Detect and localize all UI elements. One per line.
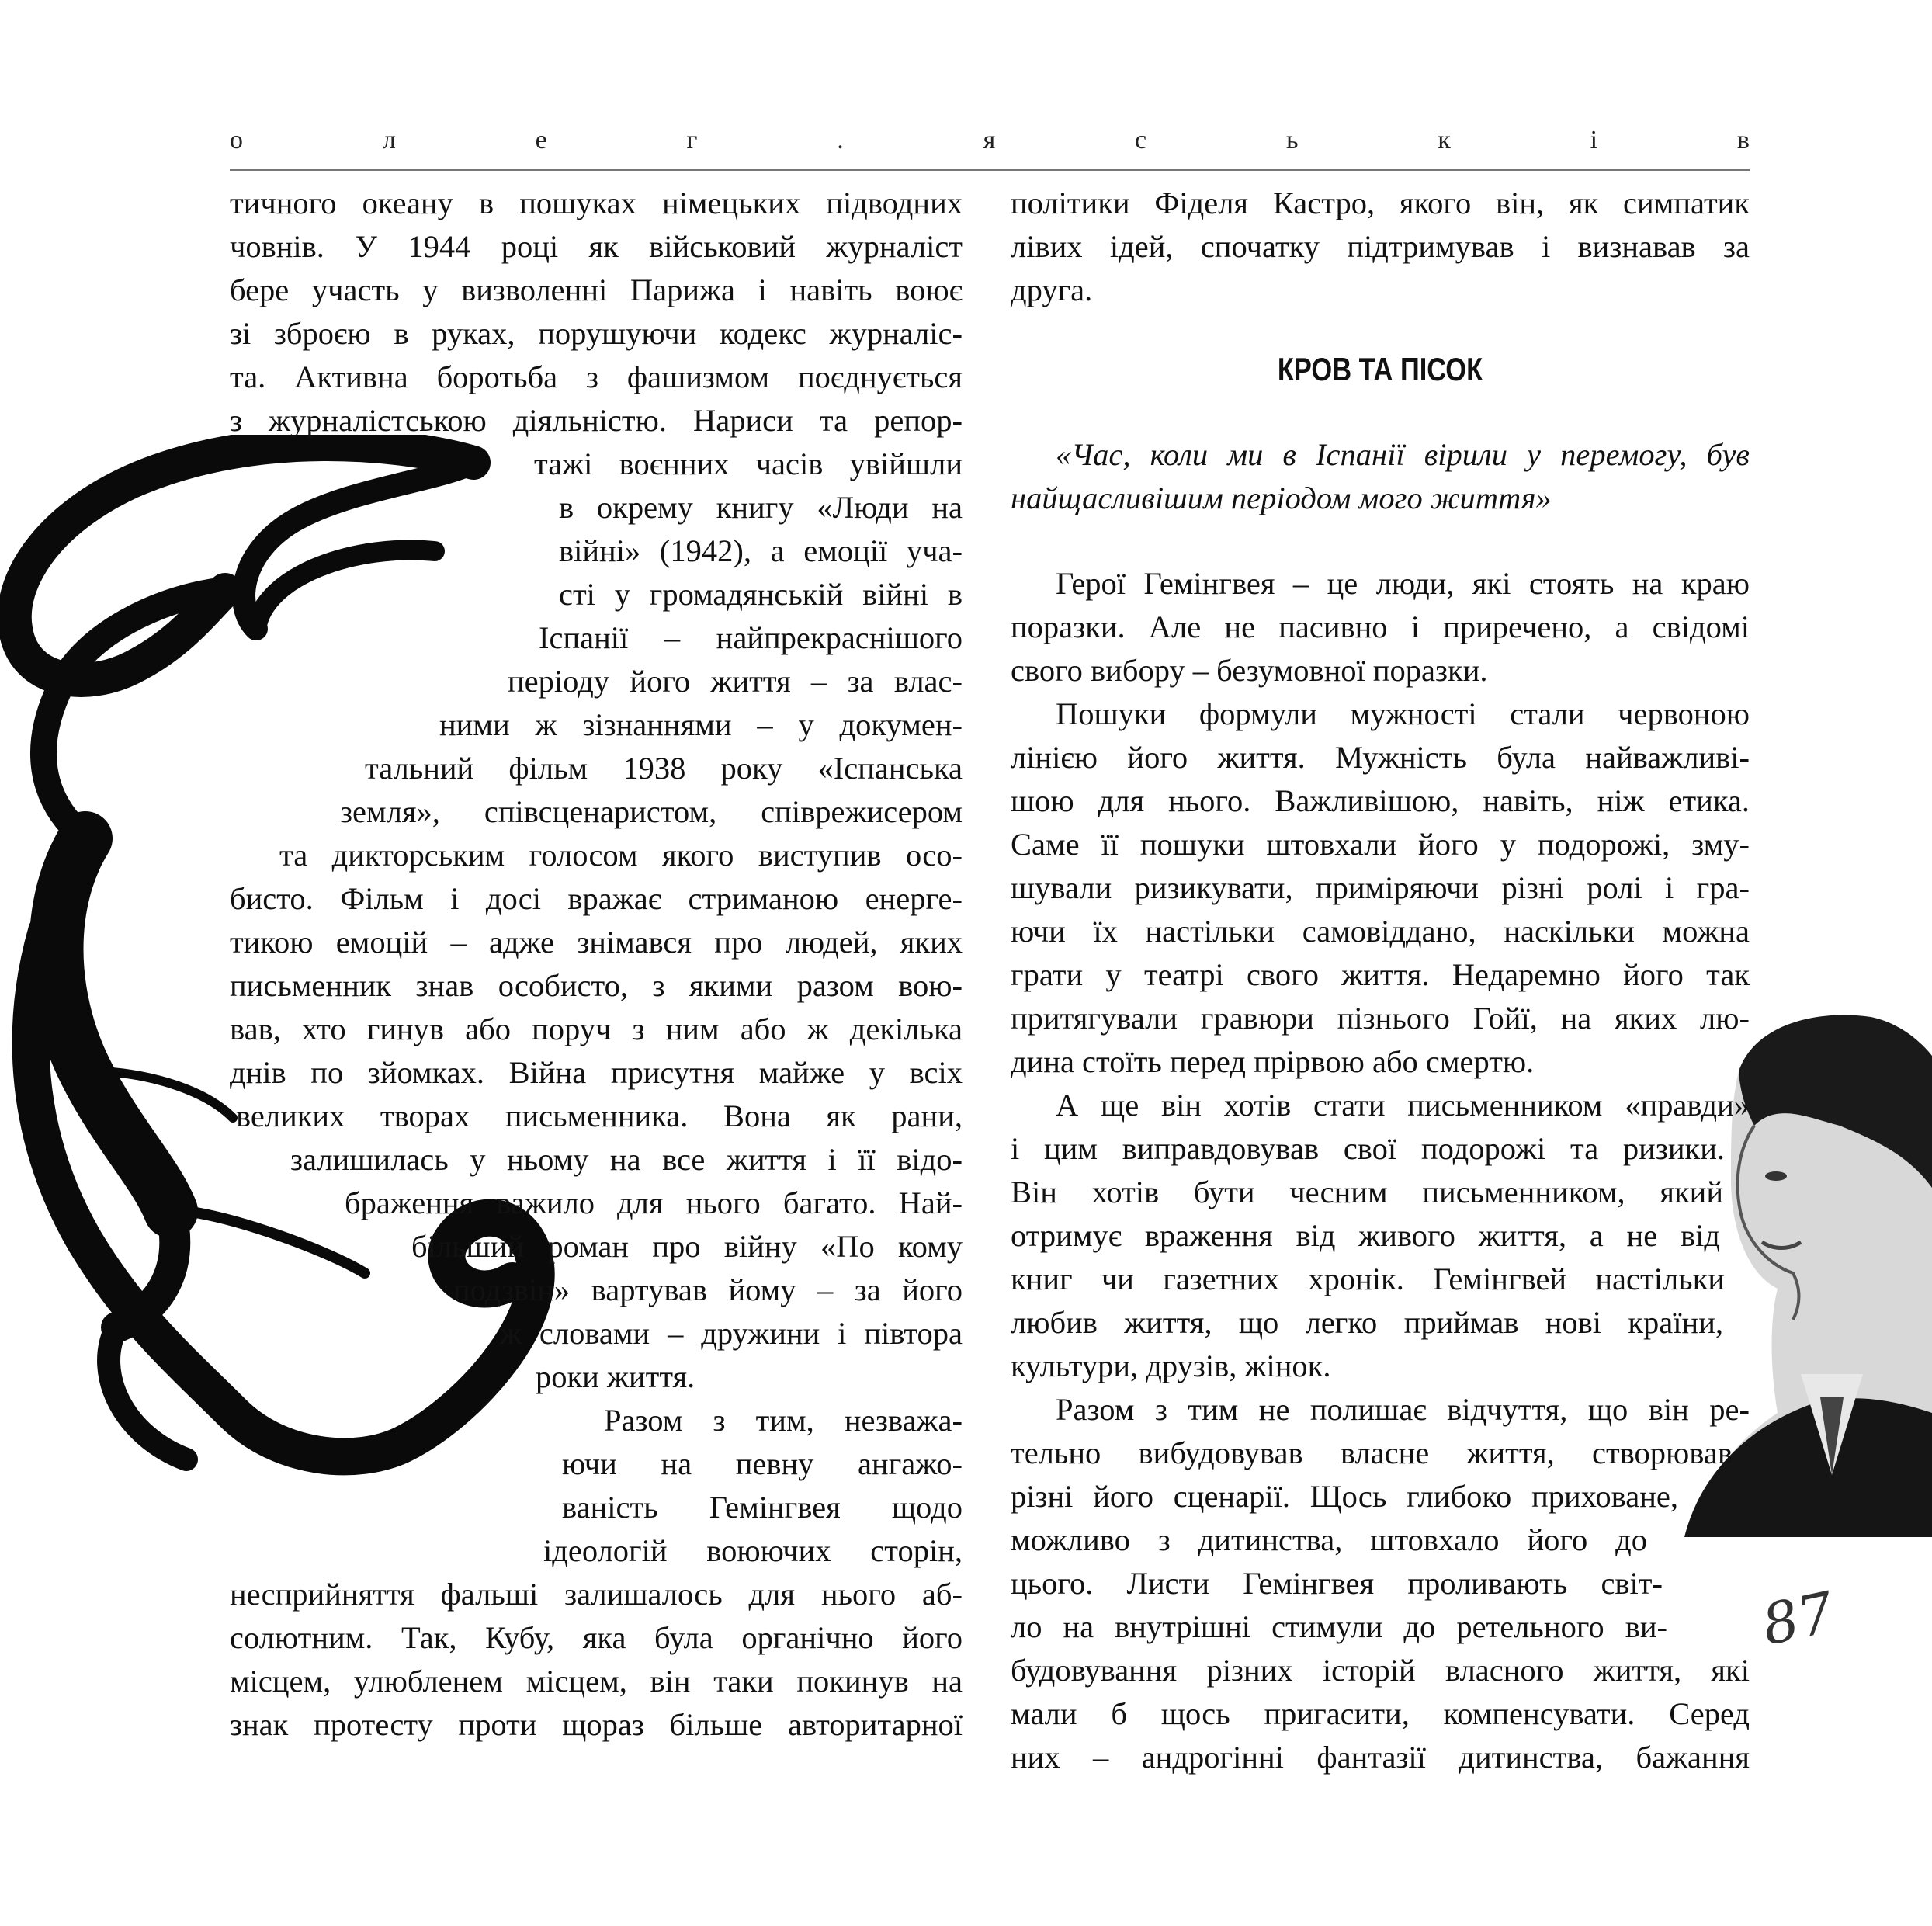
right-line: тельно вибудовував власне життя, створював [1011,1435,1733,1470]
left-line: човнів. У 1944 році як військовий журналіст [230,229,963,264]
running-head-letter: . [837,126,844,154]
running-head [230,121,1750,160]
header-rule [230,169,1750,171]
running-head-letter: ь [1285,126,1299,154]
left-line: місцем, улюбленем місцем, він таки покинув на [230,1664,963,1699]
page-number: 87 [1756,1579,1840,1658]
right-line: лінією його життя. Мужність була найважливі- [1011,740,1750,775]
running-head-letter: к [1438,126,1451,154]
left-line: бисто. Фільм і досі вражає стриманою енерге- [230,881,963,916]
right-line: цього. Листи Гемінгвея проливають світ- [1011,1566,1663,1601]
left-line: письменник знав особисто, з якими разом вою- [230,968,963,1003]
right-line: отримує враження від живого життя, а не від [1011,1218,1720,1253]
left-line: тальний фільм 1938 року «Іспанська [365,751,963,786]
right-line: мали б щось пригасити, компенсувати. Серед [1011,1696,1750,1731]
left-line: ними ж зізнаннями – у докумен- [439,707,963,742]
left-line: та дикторським голосом якого виступив осо- [279,838,963,873]
right-line: любив життя, що легко приймав нові країни, [1011,1305,1723,1340]
right-line: Саме її пошуки штовхали його у подорожі, зму- [1011,827,1750,862]
running-head-letter: е [535,126,547,154]
left-line: Іспанії – найпрекраснішого [539,620,963,655]
right-line: можливо з дитинства, штовхало його до [1011,1522,1647,1557]
left-line: Разом з тим, незважа- [604,1403,963,1438]
left-line: в окрему книгу «Люди на [559,490,963,525]
right-line: друга. [1011,272,1093,307]
left-line: знак протесту проти щораз більше авторитарної [230,1707,963,1742]
right-line: свого вибору – безумовної поразки. [1011,653,1488,688]
left-line: більший роман про війну «По кому [411,1229,963,1264]
left-line: браження важило для нього багато. Най- [345,1185,963,1220]
right-line: Пошуки формули мужності стали червоною [1056,696,1750,731]
right-line: них – андрогінні фантазії дитинства, бажання [1011,1740,1750,1775]
running-head-letter: о [230,126,243,154]
left-line: періоду його життя – за влас- [508,664,963,699]
left-line: роки життя. [536,1359,695,1394]
epigraph-line: найщасливішим періодом мого життя» [1011,481,1552,515]
left-line: війні» (1942), а емоції уча- [559,533,963,568]
left-line: тичного океану в пошуках німецьких підводних [230,186,963,220]
right-line: грати у театрі свого життя. Недаремно його так [1011,957,1750,992]
left-line: ідеологій воюючих сторін, [543,1533,963,1568]
right-line: Герої Гемінгвея – це люди, які стоять на краю [1056,566,1750,601]
left-line: з журналістською діяльністю. Нариси та репор- [230,403,963,438]
left-line: ючи на певну ангажо- [562,1446,963,1481]
left-line: вав, хто гинув або поруч з ним або ж декілька [230,1012,963,1046]
running-head-letter: в [1736,126,1750,154]
right-line: культури, друзів, жінок. [1011,1348,1331,1383]
right-line: різні його сценарії. Щось глибоко приховане, [1011,1479,1678,1514]
left-line: тикою емоцій – адже знімався про людей, яких [230,925,963,960]
left-line: земля», співсценаристом, співрежисером [340,794,963,829]
right-line: і цим виправдовував свої подорожі та ризики. [1011,1131,1725,1166]
left-line: бере участь у визволенні Парижа і навіть воює [230,272,963,307]
section-heading: КРОВ ТА ПІСОК [1277,351,1483,387]
running-head-letter: г [686,126,698,154]
left-line: сті у громадянській війні в [559,577,963,612]
left-line: тажі воєнних часів увійшли [534,446,963,481]
left-line: ваність Гемінгвея щодо [562,1490,963,1525]
left-line: ж словами – дружини і півтора [500,1316,963,1351]
right-line: книг чи газетних хронік. Гемінгвей настільки [1011,1261,1725,1296]
left-line: днів по зйомках. Війна присутня майже у всіх [230,1055,963,1090]
right-line: ло на внутрішні стимули до ретельного ви- [1011,1609,1667,1644]
running-head-letter: с [1135,126,1147,154]
epigraph-line: «Час, коли ми в Іспанії вірили у перемогу, був [1056,437,1750,472]
right-line: Разом з тим не полишає відчуття, що він ре- [1056,1392,1750,1427]
running-head-letter: я [983,126,996,154]
right-line: будовування різних історій власного життя, які [1011,1653,1750,1688]
right-line: А ще він хотів стати письменником «правди» [1056,1088,1750,1123]
left-line: зі зброєю в руках, порушуючи кодекс журналіс- [230,316,963,351]
left-line: подзвін» вартував йому – за його [453,1272,963,1307]
right-line: політики Фіделя Кастро, якого він, як симпатик [1011,186,1750,220]
right-line: шували ризикувати, приміряючи різні ролі і гра- [1011,870,1750,905]
right-line: поразки. Але не пасивно і приречено, а свідомі [1011,609,1750,644]
right-line: Він хотів бути чесним письменником, який [1011,1175,1723,1209]
right-line: шою для нього. Важливішою, навіть, ніж етика. [1011,783,1750,818]
left-line: залишилась у ньому на все життя і її відо- [290,1142,963,1177]
right-line: притягували гравюри пізнього Гойї, на яких лю- [1011,1001,1750,1036]
left-line: великих творах письменника. Вона як рани, [236,1098,963,1133]
left-line: несприйняття фальші залишалось для нього аб- [230,1577,963,1612]
right-line: дина стоїть перед прірвою або смертю. [1011,1044,1535,1079]
running-head-letter: і [1590,126,1598,154]
running-head-letter: л [382,126,396,154]
left-line: та. Активна боротьба з фашизмом поєднується [230,359,963,394]
right-line: лівих ідей, спочатку підтримував і визнавав за [1011,229,1750,264]
left-line: солютним. Так, Кубу, яка була органічно його [230,1620,963,1655]
right-line: ючи їх настільки самовіддано, наскільки можна [1011,914,1750,949]
